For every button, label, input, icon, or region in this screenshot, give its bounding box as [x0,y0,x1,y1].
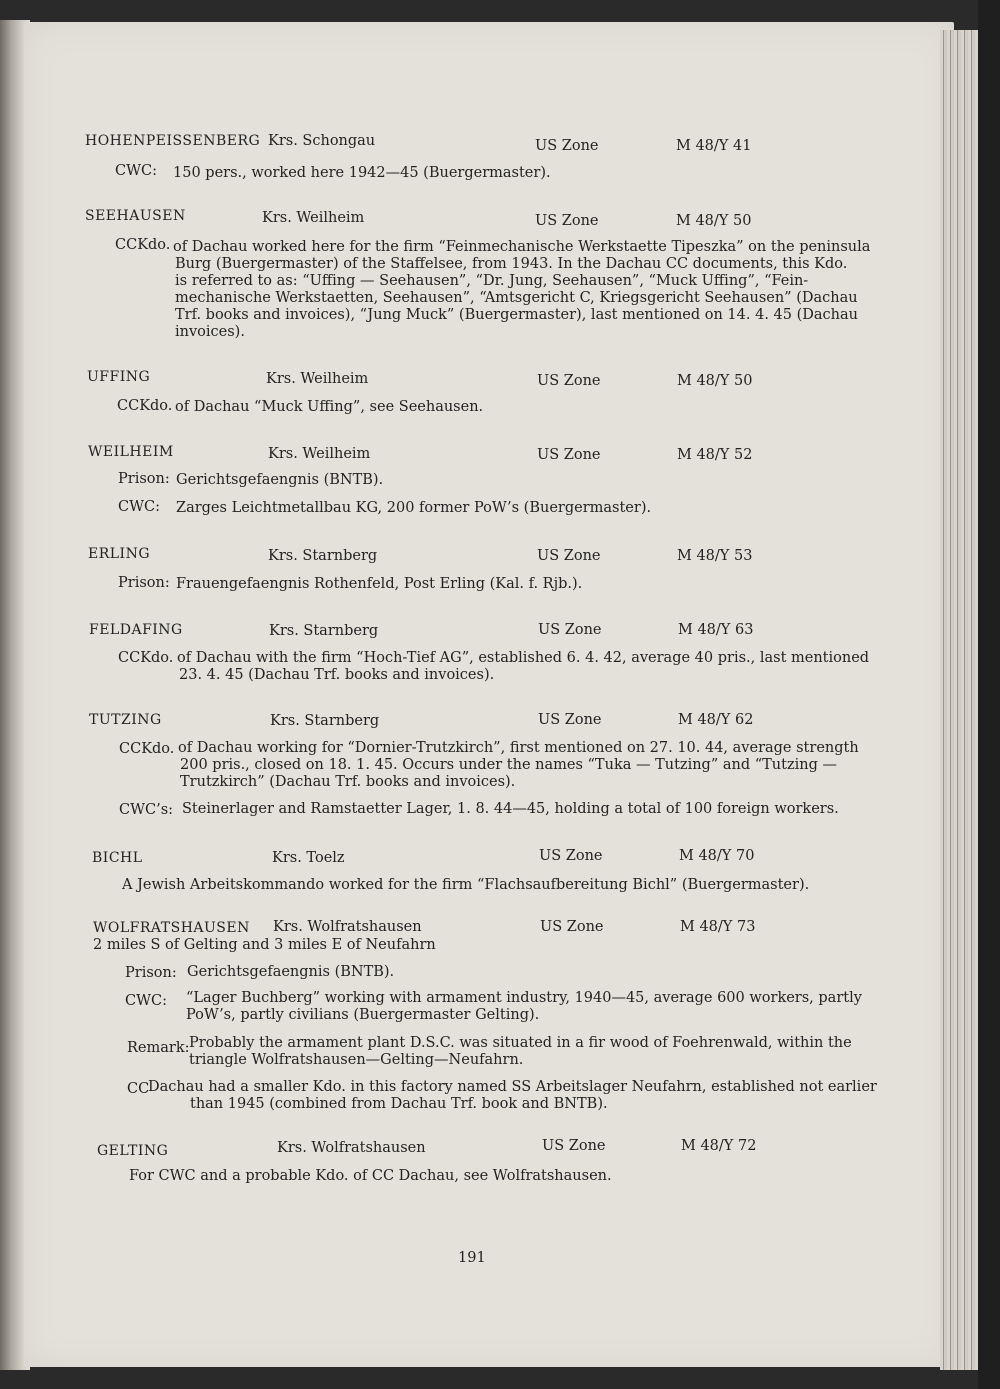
note-line: of Dachau with the firm “Hoch-Tief AG”, established 6. 4. 42, average 40 pris., last mentioned [177,650,870,666]
note-text: Zarges Leichtmetallbau KG, 200 former PoW’s (Buergermaster). [176,500,652,516]
district: Krs. Weilheim [268,446,371,462]
note-label: Prison: [118,575,170,591]
zone: US Zone [542,1138,606,1154]
note-line: invoices). [175,324,245,340]
district: Krs. Toelz [272,850,345,866]
note-text: Gerichtsgefaengnis (BNTB). [187,964,395,980]
note-line: Burg (Buergermaster) of the Staffelsee, from 1943. In the Dachau CC documents, this Kdo. [175,256,848,272]
zone: US Zone [537,373,601,389]
note-line: PoW’s, partly civilians (Buergermaster Gelting). [186,1007,540,1023]
zone: US Zone [537,447,601,463]
map-ref: M 48/Y 63 [678,622,754,638]
note-line: of Dachau worked here for the firm “Feinmechanische Werkstaette Tipeszka” on the peninsula [173,239,871,255]
place-name: UFFING [87,369,151,385]
note-label: CWC: [115,163,157,179]
zone: US Zone [538,622,602,638]
note-label: Prison: [125,965,177,981]
note-label: CWC: [118,499,160,515]
map-ref: M 48/Y 70 [679,848,755,864]
note-label: CCKdo. [119,741,175,757]
zone: US Zone [535,138,599,154]
map-ref: M 48/Y 53 [677,548,753,564]
zone: US Zone [539,848,603,864]
place-name: TUTZING [89,712,162,728]
note-label: CC [127,1081,150,1097]
note-label: CCKdo. [118,650,174,666]
place-name: SEEHAUSEN [85,208,186,224]
map-ref: M 48/Y 50 [677,373,753,389]
district: Krs. Starnberg [269,623,379,639]
note-text: of Dachau “Muck Uffing”, see Seehausen. [175,399,484,415]
note-line: “Lager Buchberg” working with armament industry, 1940—45, average 600 workers, partly [186,990,862,1006]
note-label: CWC’s: [119,802,174,818]
place-name: FELDAFING [89,622,183,638]
note-text: A Jewish Arbeitskommando worked for the firm “Flachsaufbereitung Bichl” (Buergermaster). [122,877,810,893]
note-text: For CWC and a probable Kdo. of CC Dachau, see Wolfratshausen. [129,1168,612,1184]
map-ref: M 48/Y 72 [681,1138,757,1154]
place-name: WEILHEIM [88,444,174,460]
place-name: GELTING [97,1143,169,1159]
note-text: Steinerlager and Ramstaetter Lager, 1. 8. 44—45, holding a total of 100 foreign workers. [182,801,839,817]
district: Krs. Weilheim [262,210,365,226]
note-text: Gerichtsgefaengnis (BNTB). [176,472,384,488]
zone: US Zone [538,712,602,728]
note-label: CCKdo. [117,398,173,414]
page-number: 191 [458,1250,486,1266]
right-page-edges [940,30,980,1370]
note-label: Remark: [127,1040,190,1056]
zone: US Zone [537,548,601,564]
district: Krs. Starnberg [270,713,380,729]
zone: US Zone [535,213,599,229]
note-line: 23. 4. 45 (Dachau Trf. books and invoices). [179,667,495,683]
district: Krs. Weilheim [266,371,369,387]
district: Krs. Starnberg [268,548,378,564]
district: Krs. Schongau [268,133,376,149]
district: Krs. Wolfratshausen [273,919,422,935]
note-text: Frauengefaengnis Rothenfeld, Post Erling (Kal. f. Rjb.). [176,576,583,592]
map-ref: M 48/Y 73 [680,919,756,935]
note-text: 150 pers., worked here 1942—45 (Buergermaster). [173,165,551,181]
note-line: is referred to as: “Uffing — Seehausen”, “Dr. Jung, Seehausen”, “Muck Uffing”, “Fein- [175,273,809,289]
note-line: Trf. books and invoices), “Jung Muck” (Buergermaster), last mentioned on 14. 4. 45 (Dachau [175,307,858,323]
location-note: 2 miles S of Gelting and 3 miles E of Neufahrn [93,937,436,953]
map-ref: M 48/Y 50 [676,213,752,229]
background-strip [978,0,1000,1389]
note-label: CCKdo. [115,237,171,253]
note-line: Dachau had a smaller Kdo. in this factory named SS Arbeitslager Neufahrn, established not earlier [148,1079,877,1095]
map-ref: M 48/Y 41 [676,138,752,154]
district: Krs. Wolfratshausen [277,1140,426,1156]
note-line: 200 pris., closed on 18. 1. 45. Occurs under the names “Tuka — Tutzing” and “Tutzing — [180,757,837,773]
zone: US Zone [540,919,604,935]
note-label: Prison: [118,471,170,487]
note-line: Probably the armament plant D.S.C. was situated in a fir wood of Foehrenwald, within the [189,1035,852,1051]
note-line: mechanische Werkstaetten, Seehausen”, “Amtsgericht C, Kriegsgericht Seehausen” (Dachau [175,290,858,306]
place-name: HOHENPEISSENBERG [85,133,261,149]
note-line: triangle Wolfratshausen—Gelting—Neufahrn. [189,1052,524,1068]
note-label: CWC: [125,993,167,1009]
map-ref: M 48/Y 52 [677,447,753,463]
note-line: than 1945 (combined from Dachau Trf. book and BNTB). [190,1096,608,1112]
map-ref: M 48/Y 62 [678,712,754,728]
note-line: of Dachau working for “Dornier-Trutzkirch”, first mentioned on 27. 10. 44, average strength [178,740,859,756]
place-name: BICHL [92,850,143,866]
place-name: WOLFRATSHAUSEN [93,920,250,936]
note-line: Trutzkirch” (Dachau Trf. books and invoices). [180,774,516,790]
place-name: ERLING [88,546,151,562]
